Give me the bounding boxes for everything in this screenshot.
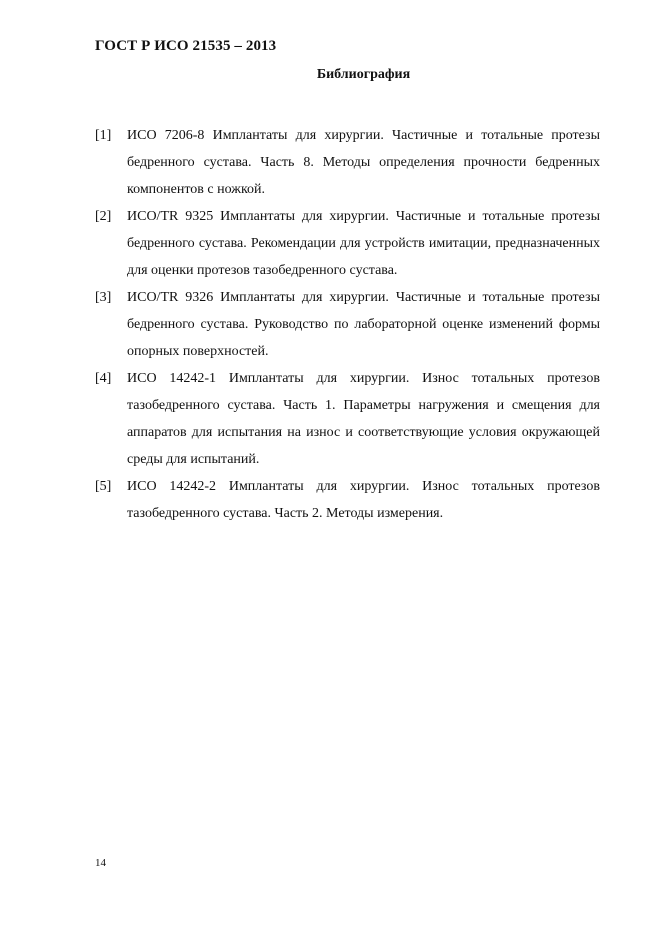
reference-text: ИСО 14242-1 Имплантаты для хирургии. Износ тотальных протезов тазобедренного сустава. Часть 1. Параметры нагружения и смещения для аппаратов для испытания на износ и соответствующие условия окружающей среды для испытаний. [127, 371, 600, 467]
document-header: ГОСТ Р ИСО 21535 – 2013 [95, 38, 277, 54]
section-title: Библиография [316, 67, 411, 82]
reference-text: ИСО/TR 9326 Имплантаты для хирургии. Частичные и тотальные протезы бедренного сустава. Руководство по лабораторной оценке изменений формы опорных поверхностей. [127, 290, 600, 359]
reference-number: [5] [95, 479, 112, 494]
bibliography-item [95, 122, 600, 203]
bibliography-list [95, 122, 600, 527]
bibliography-item [95, 365, 600, 473]
bibliography-item [95, 473, 600, 527]
bibliography-item [95, 284, 600, 365]
page-number: 14 [95, 857, 106, 869]
reference-number: [3] [95, 290, 112, 305]
reference-text: ИСО 14242-2 Имплантаты для хирургии. Износ тотальных протезов тазобедренного сустава. Часть 2. Методы измерения. [127, 479, 600, 521]
reference-number: [2] [95, 209, 112, 224]
reference-text: ИСО/TR 9325 Имплантаты для хирургии. Частичные и тотальные протезы бедренного сустава. Рекомендации для устройств имитации, предназначенных для оценки протезов тазобедренного сустава. [127, 209, 600, 278]
reference-number: [1] [95, 128, 112, 143]
reference-text: ИСО 7206-8 Имплантаты для хирургии. Частичные и тотальные протезы бедренного сустава. Часть 8. Методы определения прочности бедренных компонентов с ножкой. [127, 128, 600, 197]
bibliography-item [95, 203, 600, 284]
reference-number: [4] [95, 371, 112, 386]
